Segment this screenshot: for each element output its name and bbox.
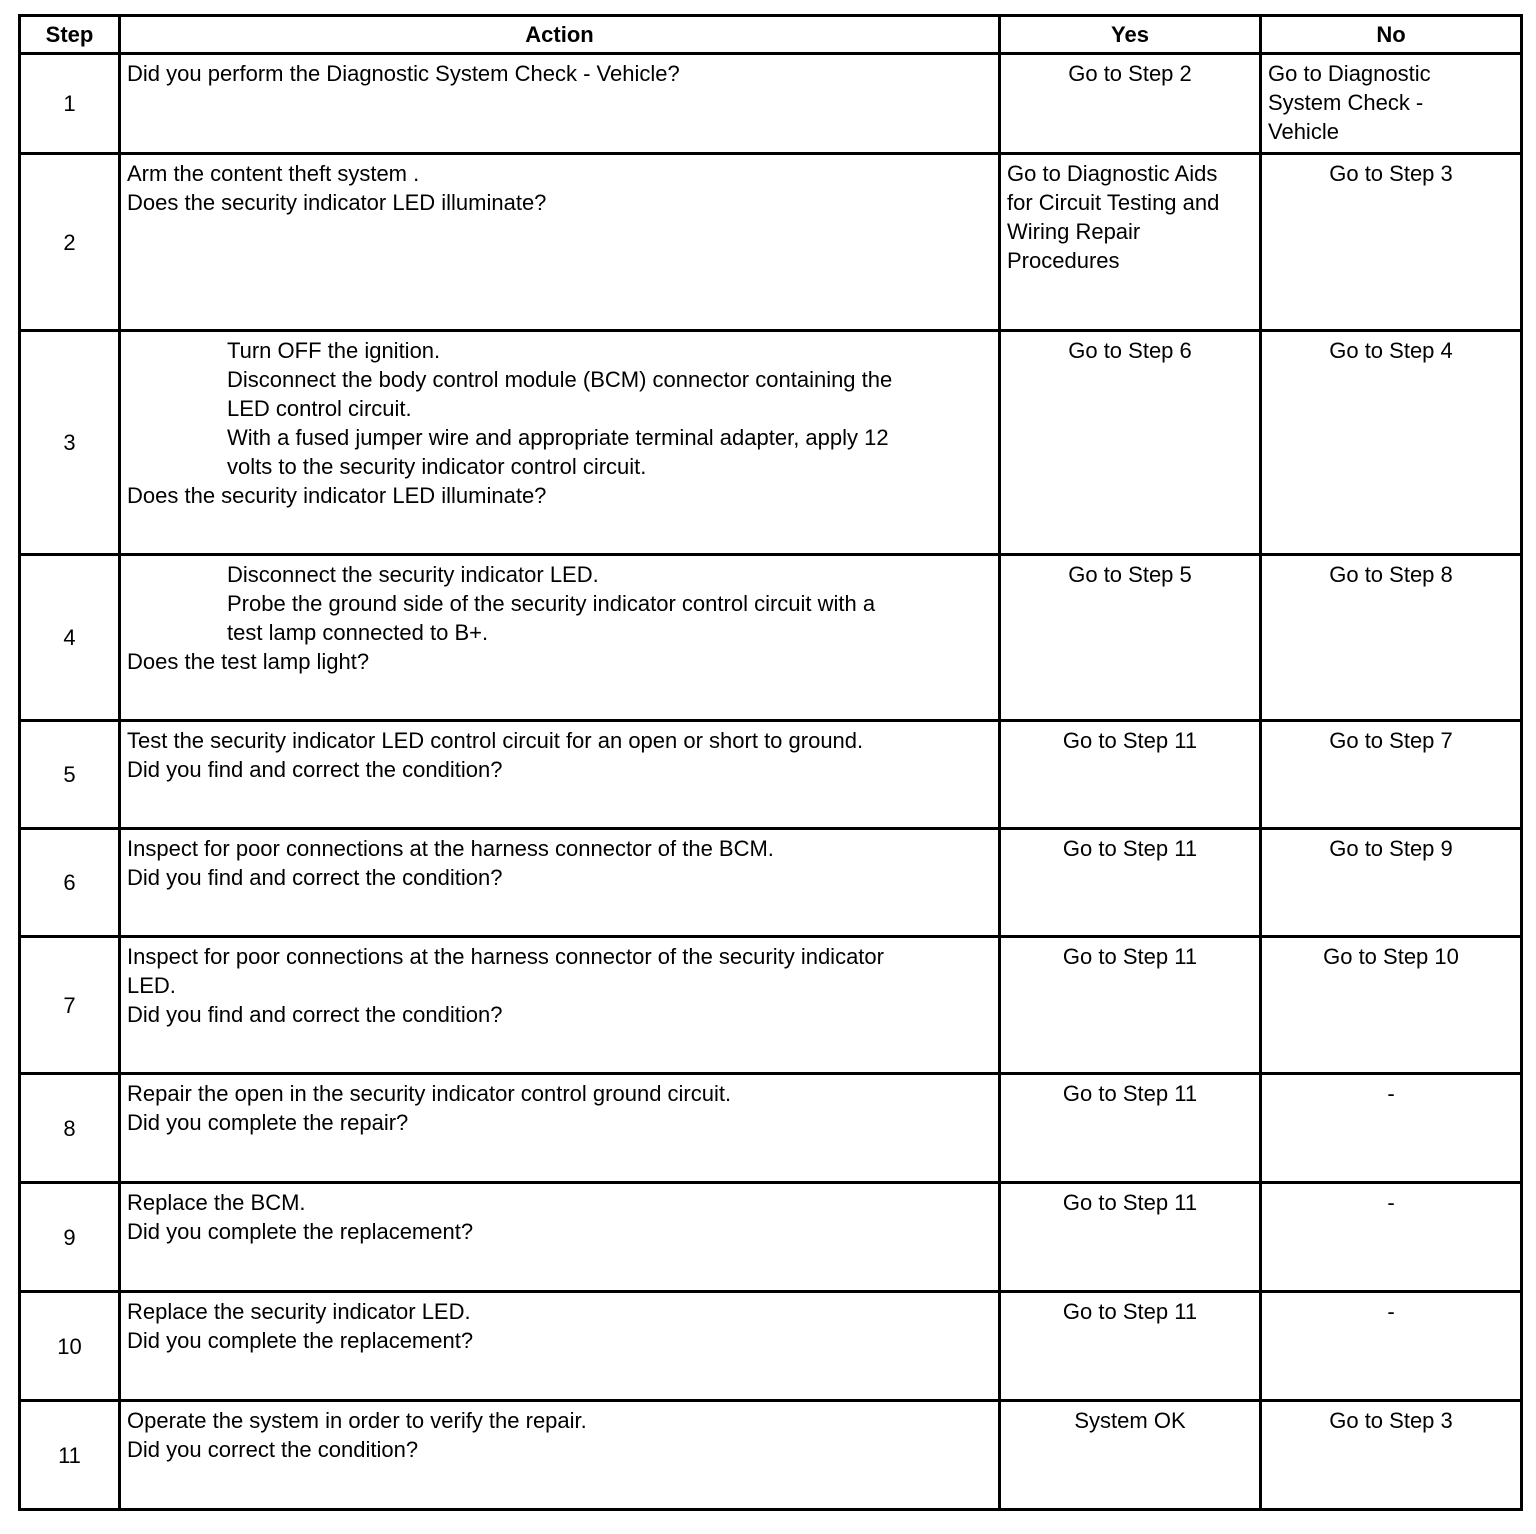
table-row bbox=[20, 1183, 1522, 1292]
yes-cell bbox=[1000, 1401, 1261, 1510]
action-cell bbox=[120, 937, 1000, 1074]
diagnostic-table bbox=[18, 14, 1523, 1511]
no-text: Go to Step 4 bbox=[1329, 338, 1453, 363]
action-line: Replace the BCM. bbox=[127, 1190, 306, 1215]
no-text: Go to Diagnostic bbox=[1268, 61, 1431, 86]
action-question: Did you correct the condition? bbox=[127, 1437, 419, 1462]
yes-text: Go to Step 11 bbox=[1062, 1190, 1198, 1215]
yes-text: Go to Step 11 bbox=[1062, 1299, 1198, 1324]
action-line: Did you perform the Diagnostic System Check - Vehicle? bbox=[127, 61, 680, 86]
no-cell bbox=[1261, 937, 1522, 1074]
header-row bbox=[20, 16, 1522, 54]
action-cell bbox=[120, 1074, 1000, 1183]
action-cell bbox=[120, 331, 1000, 555]
yes-cell bbox=[1000, 1074, 1261, 1183]
table-row bbox=[20, 1401, 1522, 1510]
step-number: 11 bbox=[20, 1401, 120, 1510]
action-line: Disconnect the body control module (BCM) connector containing the bbox=[227, 367, 893, 392]
no-text: Vehicle bbox=[1268, 119, 1339, 144]
action-line: With a fused jumper wire and appropriate terminal adapter, apply 12 bbox=[227, 425, 889, 450]
yes-text: Go to Step 2 bbox=[1068, 61, 1192, 86]
action-question: Did you find and correct the condition? bbox=[127, 757, 503, 782]
action-line: Disconnect the security indicator LED. bbox=[227, 562, 599, 587]
yes-text: Go to Step 11 bbox=[1062, 836, 1198, 861]
yes-cell bbox=[1000, 937, 1261, 1074]
action-line: LED. bbox=[127, 973, 176, 998]
action-line: Inspect for poor connections at the harness connector of the BCM. bbox=[127, 836, 774, 861]
yes-cell bbox=[1000, 721, 1261, 829]
header-no: No bbox=[1261, 16, 1522, 54]
action-question: Did you complete the replacement? bbox=[127, 1328, 474, 1353]
table-row bbox=[20, 829, 1522, 937]
yes-text: Wiring Repair bbox=[1007, 219, 1141, 244]
no-text: Go to Step 10 bbox=[1323, 944, 1459, 969]
header-yes: Yes bbox=[1000, 16, 1261, 54]
action-line: Test the security indicator LED control circuit for an open or short to ground. bbox=[127, 728, 864, 753]
action-line: Turn OFF the ignition. bbox=[227, 338, 441, 363]
yes-text: System OK bbox=[1074, 1408, 1186, 1433]
action-question: Did you find and correct the condition? bbox=[127, 1002, 503, 1027]
step-number: 2 bbox=[20, 154, 120, 331]
no-cell bbox=[1261, 721, 1522, 829]
action-line: Probe the ground side of the security indicator control circuit with a bbox=[227, 591, 876, 616]
action-line: Operate the system in order to verify the repair. bbox=[127, 1408, 587, 1433]
action-cell bbox=[120, 1183, 1000, 1292]
step-number: 3 bbox=[20, 331, 120, 555]
action-line: test lamp connected to B+. bbox=[227, 620, 489, 645]
no-text: Go to Step 9 bbox=[1329, 836, 1453, 861]
no-text: - bbox=[1387, 1190, 1395, 1215]
step-number: 7 bbox=[20, 937, 120, 1074]
no-cell bbox=[1261, 331, 1522, 555]
table-row bbox=[20, 1074, 1522, 1183]
step-number: 6 bbox=[20, 829, 120, 937]
action-cell bbox=[120, 1292, 1000, 1401]
no-cell bbox=[1261, 555, 1522, 721]
table-row bbox=[20, 721, 1522, 829]
no-text: Go to Step 3 bbox=[1329, 161, 1453, 186]
yes-cell bbox=[1000, 829, 1261, 937]
step-number: 9 bbox=[20, 1183, 120, 1292]
yes-cell bbox=[1000, 555, 1261, 721]
yes-cell bbox=[1000, 1292, 1261, 1401]
action-line: Arm the content theft system . bbox=[127, 161, 420, 186]
table-row bbox=[20, 331, 1522, 555]
table-row bbox=[20, 154, 1522, 331]
no-text: - bbox=[1387, 1081, 1395, 1106]
action-question: Does the test lamp light? bbox=[127, 649, 370, 674]
yes-text: Go to Diagnostic Aids bbox=[1007, 161, 1218, 186]
action-question: Did you find and correct the condition? bbox=[127, 865, 503, 890]
step-number: 8 bbox=[20, 1074, 120, 1183]
action-line: volts to the security indicator control circuit. bbox=[227, 454, 647, 479]
yes-text: for Circuit Testing and bbox=[1007, 190, 1220, 215]
action-question: Did you complete the replacement? bbox=[127, 1219, 474, 1244]
step-number: 5 bbox=[20, 721, 120, 829]
yes-text: Go to Step 11 bbox=[1062, 1081, 1198, 1106]
step-number: 4 bbox=[20, 555, 120, 721]
step-number: 1 bbox=[20, 54, 120, 154]
action-cell bbox=[120, 154, 1000, 331]
step-number: 10 bbox=[20, 1292, 120, 1401]
action-question: Did you complete the repair? bbox=[127, 1110, 409, 1135]
no-text: Go to Step 3 bbox=[1329, 1408, 1453, 1433]
action-line: Repair the open in the security indicator control ground circuit. bbox=[127, 1081, 732, 1106]
action-question: Does the security indicator LED illuminate? bbox=[127, 483, 547, 508]
action-line: LED control circuit. bbox=[227, 396, 412, 421]
yes-text: Go to Step 6 bbox=[1068, 338, 1192, 363]
no-text: System Check - bbox=[1268, 90, 1424, 115]
header-action: Action bbox=[120, 16, 1000, 54]
action-cell bbox=[120, 54, 1000, 154]
table-row bbox=[20, 555, 1522, 721]
no-cell bbox=[1261, 54, 1522, 154]
action-line: Replace the security indicator LED. bbox=[127, 1299, 471, 1324]
header-step: Step bbox=[20, 16, 120, 54]
yes-text: Go to Step 5 bbox=[1068, 562, 1192, 587]
action-line: Inspect for poor connections at the harness connector of the security indicator bbox=[127, 944, 884, 969]
action-cell bbox=[120, 721, 1000, 829]
yes-text: Go to Step 11 bbox=[1062, 728, 1198, 753]
yes-cell bbox=[1000, 1183, 1261, 1292]
no-text: - bbox=[1387, 1299, 1395, 1324]
yes-cell bbox=[1000, 54, 1261, 154]
action-cell bbox=[120, 829, 1000, 937]
no-cell bbox=[1261, 1074, 1522, 1183]
action-question: Does the security indicator LED illuminate? bbox=[127, 190, 547, 215]
table-row bbox=[20, 54, 1522, 154]
yes-cell bbox=[1000, 154, 1261, 331]
action-cell bbox=[120, 555, 1000, 721]
table-row bbox=[20, 1292, 1522, 1401]
yes-cell bbox=[1000, 331, 1261, 555]
no-cell bbox=[1261, 1183, 1522, 1292]
action-cell bbox=[120, 1401, 1000, 1510]
no-cell bbox=[1261, 154, 1522, 331]
yes-text: Go to Step 11 bbox=[1062, 944, 1198, 969]
no-cell bbox=[1261, 1401, 1522, 1510]
no-text: Go to Step 7 bbox=[1329, 728, 1453, 753]
no-text: Go to Step 8 bbox=[1329, 562, 1453, 587]
yes-text: Procedures bbox=[1007, 248, 1120, 273]
no-cell bbox=[1261, 1292, 1522, 1401]
table-row bbox=[20, 937, 1522, 1074]
no-cell bbox=[1261, 829, 1522, 937]
